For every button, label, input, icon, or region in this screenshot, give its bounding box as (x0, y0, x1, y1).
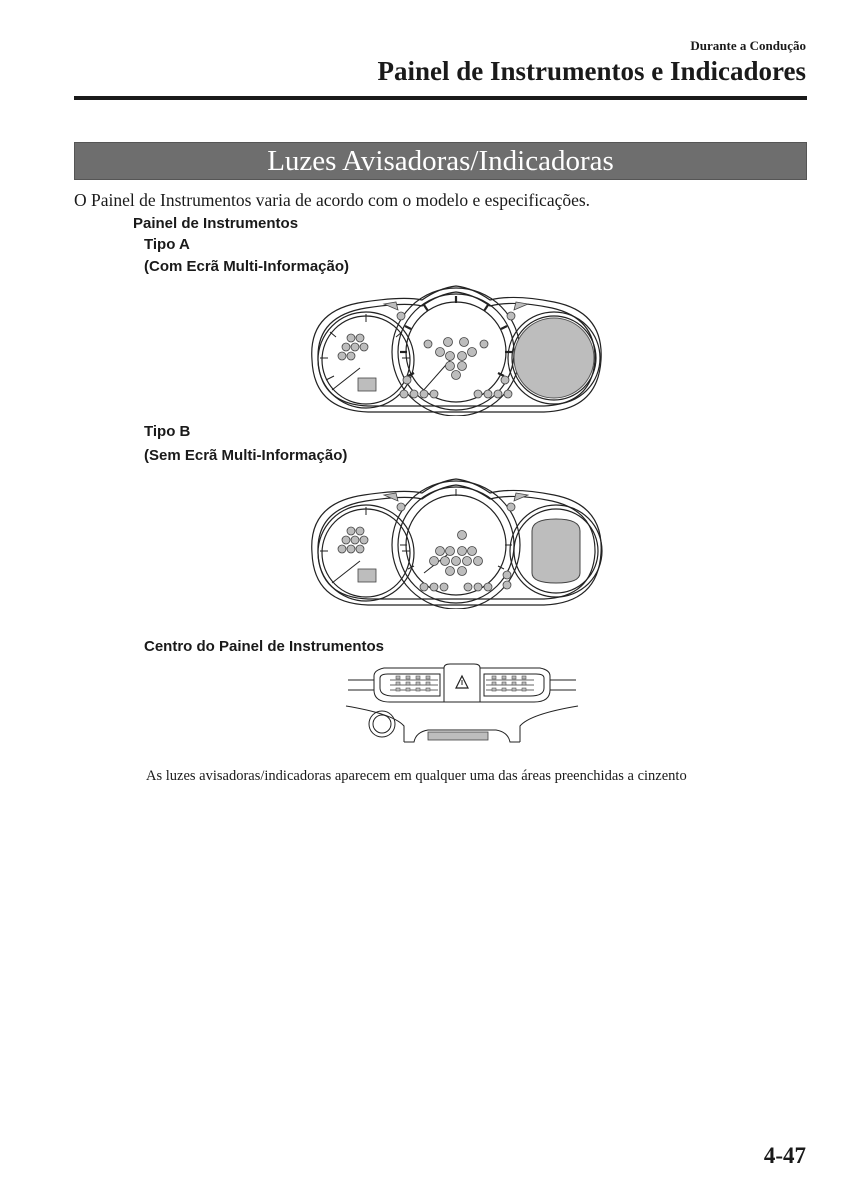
section-heading: Luzes Avisadoras/Indicadoras (267, 145, 614, 177)
center-panel-figure (344, 662, 580, 750)
intro-text: O Painel de Instrumentos varia de acordo com o modelo e especificações. (74, 190, 591, 210)
title-rule (74, 96, 807, 100)
page-number: 4-47 (763, 1143, 806, 1168)
display-area (532, 519, 580, 583)
type-a-label: Tipo A (144, 236, 190, 253)
type-b-sublabel: (Sem Ecrã Multi-Informação) (144, 447, 348, 464)
running-head: Durante a Condução (690, 38, 806, 53)
figure-caption: As luzes avisadoras/indicadoras aparecem em qualquer uma das áreas preenchidas a cinzento (146, 768, 687, 784)
type-a-sublabel: (Com Ecrã Multi-Informação) (144, 258, 350, 275)
cluster-type-a-figure (304, 280, 609, 416)
page-title: Painel de Instrumentos e Indicadores (377, 56, 806, 86)
section-banner (74, 142, 807, 180)
panel-label: Painel de Instrumentos (133, 215, 299, 232)
display-area (514, 318, 594, 398)
center-label: Centro do Painel de Instrumentos (144, 638, 385, 655)
cluster-type-b-figure (304, 473, 609, 609)
type-b-label: Tipo B (144, 423, 191, 440)
